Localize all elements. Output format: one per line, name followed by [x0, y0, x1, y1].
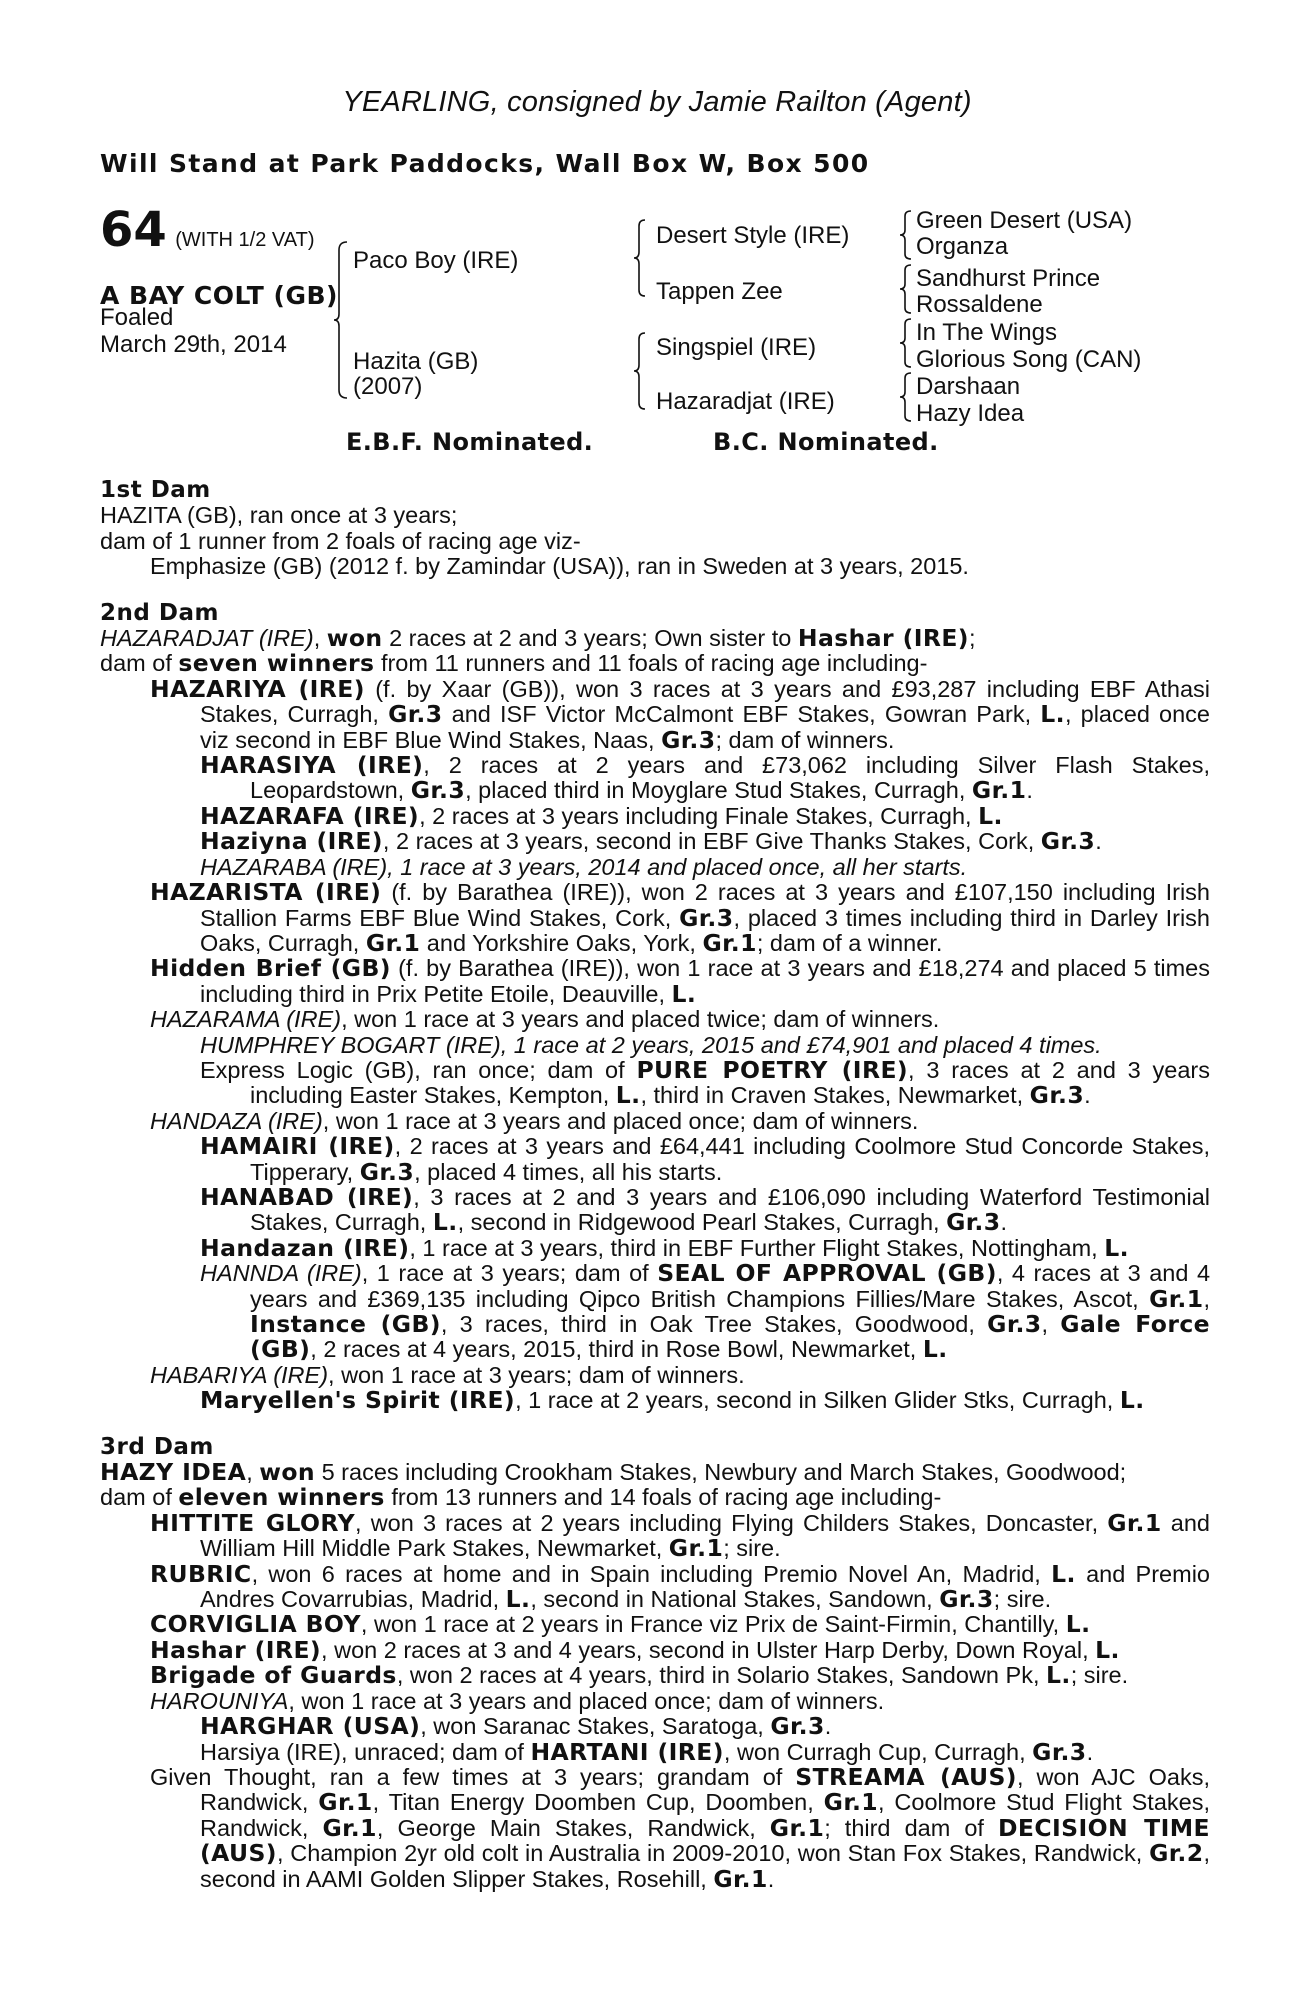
produce-entry: Given Thought, ran a few times at 3 years; grandam of STREAMA (AUS), won AJC Oaks, Randwick, Gr.1, Titan Energy Doomben Cup, Doomben, Gr.1, Coolmore Stud Flight Stakes, Randwick, Gr.1, George Main Stakes, Randwick, Gr.1; third dam of DECISION TIME (AUS), Champion 2yr old colt in Australia in 2009-2010, won Stan Fox Stakes, Randwick, Gr.2, second in AAMI Golden Slipper Stakes, Rosehill, Gr.1. — [150, 1762, 1210, 1893]
third-dam-heading: 3rd Dam — [100, 1433, 214, 1460]
consignment-line: YEARLING, consigned by Jamie Railton (Agent) — [342, 86, 972, 118]
pedigree-g6: Glorious Song (CAN) — [916, 346, 1142, 373]
pedigree-brace-g2 — [899, 263, 913, 315]
foaled-label: Foaled — [100, 304, 174, 331]
produce-entry: Maryellen's Spirit (IRE), 1 race at 2 years, second in Silken Glider Stks, Curragh, L. — [200, 1386, 1145, 1415]
produce-entry: HAROUNIYA, won 1 race at 3 years and placed once; dam of winners. — [150, 1687, 885, 1714]
third-dam-summary: dam of eleven winners from 13 runners and 14 foals of racing age including- — [100, 1483, 942, 1512]
produce-entry: RUBRIC, won 6 races at home and in Spain including Premio Novel An, Madrid, L. and Premio Andres Covarrubias, Madrid, L., second in National Stakes, Sandown, Gr.3; sire. — [150, 1559, 1210, 1614]
foaled-info — [100, 304, 287, 358]
first-dam-line: dam of 1 runner from 2 foals of racing age viz- — [100, 527, 581, 554]
second-dam-heading: 2nd Dam — [100, 599, 219, 626]
third-dam-entry: HAZY IDEA, won 5 races including Crookham Stakes, Newbury and March Stakes, Goodwood; — [100, 1458, 1127, 1487]
pedigree-brace-g4 — [899, 371, 913, 423]
second-dam-summary: dam of seven winners from 11 runners and 11 foals of racing age including- — [100, 649, 928, 678]
pedigree-dam-dam: Hazaradjat (IRE) — [656, 388, 835, 415]
produce-entry: HAZARAFA (IRE), 2 races at 3 years including Finale Stakes, Curragh, L. — [200, 801, 1003, 830]
pedigree-sire-sire: Desert Style (IRE) — [656, 222, 850, 249]
second-dam-entry: HAZARADJAT (IRE), won 2 races at 2 and 3 years; Own sister to Hashar (IRE); — [100, 624, 976, 653]
ebf-nominated: E.B.F. Nominated. — [346, 428, 594, 456]
first-dam-heading: 1st Dam — [100, 477, 211, 503]
produce-entry: Brigade of Guards, won 2 races at 4 years, third in Solario Stakes, Sandown Pk, L.; sire. — [150, 1661, 1129, 1690]
foaled-date: March 29th, 2014 — [100, 331, 287, 358]
pedigree-g5: In The Wings — [916, 319, 1057, 346]
pedigree-brace-g1 — [899, 209, 913, 261]
pedigree-dam: Hazita (GB) — [353, 348, 479, 375]
pedigree-sire-dam: Tappen Zee — [656, 278, 783, 305]
pedigree-dam-year: (2007) — [353, 373, 423, 400]
lot-number-block — [100, 202, 315, 258]
produce-entry: HAZARIYA (IRE) (f. by Xaar (GB)), won 3 races at 3 years and £93,287 including EBF Athasi Stakes, Curragh, Gr.3 and ISF Victor McCalmont EBF Stakes, Gowran Park, L., placed once viz second in EBF Blue Wind Stakes, Naas, Gr.3; dam of winners. — [150, 674, 1211, 754]
lot-number: 64 — [100, 202, 167, 258]
pedigree-sire: Paco Boy (IRE) — [353, 247, 519, 274]
produce-entry: Harsiya (IRE), unraced; dam of HARTANI (IRE), won Curragh Cup, Curragh, Gr.3. — [200, 1737, 1094, 1766]
bc-nominated: B.C. Nominated. — [713, 428, 939, 456]
vat-note: (WITH 1/2 VAT) — [175, 229, 315, 251]
produce-entry: HARASIYA (IRE), 2 races at 2 years and £73,062 including Silver Flash Stakes, Leopardstown, Gr.3, placed third in Moyglare Stud Stakes, Curragh, Gr.1. — [200, 751, 1210, 805]
produce-entry: HITTITE GLORY, won 3 races at 2 years including Flying Childers Stakes, Doncaster, Gr.1 and William Hill Middle Park Stakes, Newmarket, Gr.1; sire. — [150, 1508, 1210, 1563]
produce-entry: Express Logic (GB), ran once; dam of PURE POETRY (IRE), 3 races at 2 and 3 years including Easter Stakes, Kempton, L., third in Craven Stakes, Newmarket, Gr.3. — [200, 1055, 1210, 1110]
produce-entry: Handazan (IRE), 1 race at 3 years, third in EBF Further Flight Stakes, Nottingham, L. — [200, 1233, 1129, 1262]
produce-entry: HANDAZA (IRE), won 1 race at 3 years and placed once; dam of winners. — [150, 1107, 919, 1134]
first-dam-line: HAZITA (GB), ran once at 3 years; — [100, 502, 458, 529]
produce-record — [100, 478, 1210, 1892]
produce-entry: HUMPHREY BOGART (IRE), 1 race at 2 years, 2015 and £74,901 and placed 4 times. — [200, 1031, 1102, 1058]
produce-entry: HANNDA (IRE), 1 race at 3 years; dam of SEAL OF APPROVAL (GB), 4 races at 3 and 4 years and £369,135 including Qipco British Champions Fillies/Mare Stakes, Ascot, Gr.1, Instance (GB), 3 races, third in Oak Tree Stakes, Goodwood, Gr.3, Gale Force (GB), 2 races at 4 years, 2015, third in Rose Bowl, Newmarket, L. — [200, 1259, 1211, 1364]
produce-entry: Hidden Brief (GB) (f. by Barathea (IRE)), won 1 race at 3 years and £18,274 and placed 5 times including third in Prix Petite Etoile, Deauville, L. — [150, 954, 1210, 1008]
pedigree-brace-sire — [633, 218, 647, 298]
pedigree-g7: Darshaan — [916, 373, 1021, 400]
produce-entry: HAZARAMA (IRE), won 1 race at 3 years and placed twice; dam of winners. — [150, 1006, 940, 1033]
pedigree-brace-main — [333, 240, 349, 400]
produce-entry: Hashar (IRE), won 2 races at 3 and 4 years, second in Ulster Harp Derby, Down Royal, L. — [150, 1635, 1120, 1664]
pedigree-brace-dam — [633, 331, 647, 411]
pedigree-g8: Hazy Idea — [916, 400, 1025, 427]
produce-entry: HAZARISTA (IRE) (f. by Barathea (IRE)), won 2 races at 3 years and £107,150 including Irish Stallion Farms EBF Blue Wind Stakes, Cork, Gr.3, placed 3 times including third in Darley Irish Oaks, Curragh, Gr.1 and Yorkshire Oaks, York, Gr.1; dam of a winner. — [150, 878, 1211, 957]
produce-entry: CORVIGLIA BOY, won 1 race at 2 years in France viz Prix de Saint-Firmin, Chantilly, L. — [150, 1610, 1091, 1639]
pedigree-g1: Green Desert (USA) — [916, 207, 1133, 234]
pedigree-g4: Rossaldene — [916, 291, 1043, 318]
produce-entry: Haziyna (IRE), 2 races at 3 years, second in EBF Give Thanks Stakes, Cork, Gr.3. — [200, 827, 1102, 856]
stand-location: Will Stand at Park Paddocks, Wall Box W, Box 500 — [100, 149, 870, 178]
produce-entry: HAMAIRI (IRE), 2 races at 3 years and £64,441 including Coolmore Stud Concorde Stakes, Tipperary, Gr.3, placed 4 times, all his starts. — [200, 1132, 1210, 1186]
produce-entry: HAZARABA (IRE), 1 race at 3 years, 2014 and placed once, all her starts. — [200, 853, 968, 880]
first-dam-line: Emphasize (GB) (2012 f. by Zamindar (USA)), ran in Sweden at 3 years, 2015. — [150, 553, 969, 580]
lot-name: A BAY COLT (GB) — [100, 281, 338, 310]
produce-entry: HABARIYA (IRE), won 1 race at 3 years; dam of winners. — [150, 1361, 745, 1388]
produce-entry: HANABAD (IRE), 3 races at 2 and 3 years and £106,090 including Waterford Testimonial Stakes, Curragh, L., second in Ridgewood Pearl Stakes, Curragh, Gr.3. — [200, 1182, 1210, 1237]
pedigree-g2: Organza — [916, 233, 1009, 260]
pedigree-brace-g3 — [899, 317, 913, 369]
produce-entry: HARGHAR (USA), won Saranac Stakes, Saratoga, Gr.3. — [200, 1712, 832, 1741]
pedigree-g3: Sandhurst Prince — [916, 265, 1101, 292]
pedigree-dam-sire: Singspiel (IRE) — [656, 334, 817, 361]
